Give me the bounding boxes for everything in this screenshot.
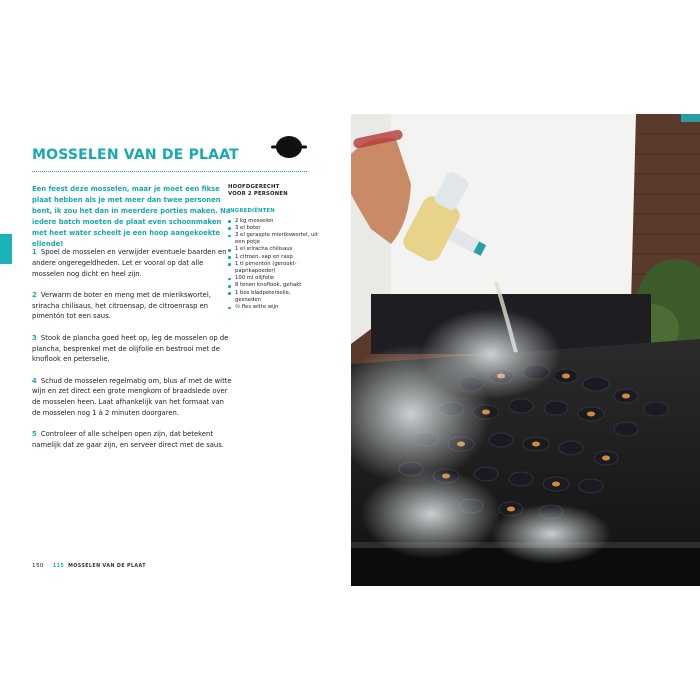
step-3 (32, 333, 232, 365)
page-number: 150 (32, 563, 44, 569)
ingredient-item: ½ fles witte wijn (228, 304, 318, 311)
ingredients-list (228, 218, 318, 312)
step-number: 3 (32, 333, 37, 342)
ingredients-heading: INGREDIËNTEN (228, 208, 275, 215)
step-4 (32, 376, 232, 419)
course-label: HOOFDGERECHT (228, 184, 280, 190)
step-1 (32, 247, 232, 279)
ingredient-item: 1 el sriracha chilisaus (228, 246, 318, 253)
step-5 (32, 429, 232, 451)
step-number: 5 (32, 430, 37, 439)
step-2 (32, 290, 232, 322)
mussels-photo-illustration (351, 114, 700, 586)
ingredient-item: 1 citroen, sap en rasp (228, 254, 318, 261)
ingredient-item: 1 bos bladpeterselie, gesneden (228, 290, 318, 304)
recipe-meta (228, 184, 318, 311)
step-number: 2 (32, 290, 37, 299)
recipe-title: MOSSELEN VAN DE PLAAT (32, 147, 239, 163)
chapter-title: MOSSELEN VAN DE PLAAT (68, 564, 146, 569)
recipe-intro (32, 184, 232, 250)
step-text: Verwarm de boter en meng met de mierikswortel, sriracha chilisaus, het citroensap, de citroenrasp en pimentón tot een saus. (32, 290, 211, 321)
page-footer (32, 563, 146, 569)
recipe-photo (351, 114, 700, 586)
step-text: Controleer of alle schelpen open zijn, dat betekent namelijk dat ze gaar zijn, en serveer direct met de saus. (32, 430, 224, 450)
intro-text: Een feest deze mosselen, maar je moet een fikse plaat hebben als je met meer dan twee personen bent, ik zou het dan in meerdere porties maken. Na iedere batch moeten de plaat even schoonmaken met heet water scheelt je een hoop aangekoekte ellende! (32, 185, 231, 248)
ingredient-item: 8 tenen knoflook, gehakt (228, 282, 318, 289)
servings-label: VOOR 2 PERSONEN (228, 191, 288, 198)
ingredient-item: 3 el boter (228, 225, 318, 232)
chapter-number: 115 (52, 564, 65, 569)
ingredient-item: 100 ml olijfolie (228, 275, 318, 282)
step-text: Schud de mosselen regelmatig om, blus af met de witte wijn en zet direct een grote mengkom of braadslede over de mosselen heen. Laat afhankelijk van het formaat van de mosselen nog 1 à 2 minuten doorgaren. (32, 376, 232, 418)
ingredient-item: 3 el geraspte mierikswortel, uit een potje (228, 232, 318, 246)
step-number: 4 (32, 376, 37, 385)
recipe-steps (32, 247, 232, 461)
chapter-side-tab (0, 234, 12, 264)
step-text: Stook de plancha goed heet op, leg de mosselen op de plancha, besprenkel met de olijfolie en bestrooi met de knoflook en peterselie. (32, 333, 229, 364)
step-text: Spoel de mosselen en verwijder eventuele baarden en andere ongeregeldheden. Let er vooral op dat alle mosselen nog dicht en heel zijn. (32, 248, 227, 278)
ingredient-item: 2 kg mosselen (228, 218, 318, 225)
pan-icon (270, 134, 308, 160)
ingredient-item: 1 tl pimentón (gerookt-paprikapoeder) (228, 261, 318, 275)
title-divider (32, 171, 307, 172)
step-number: 1 (32, 248, 37, 256)
